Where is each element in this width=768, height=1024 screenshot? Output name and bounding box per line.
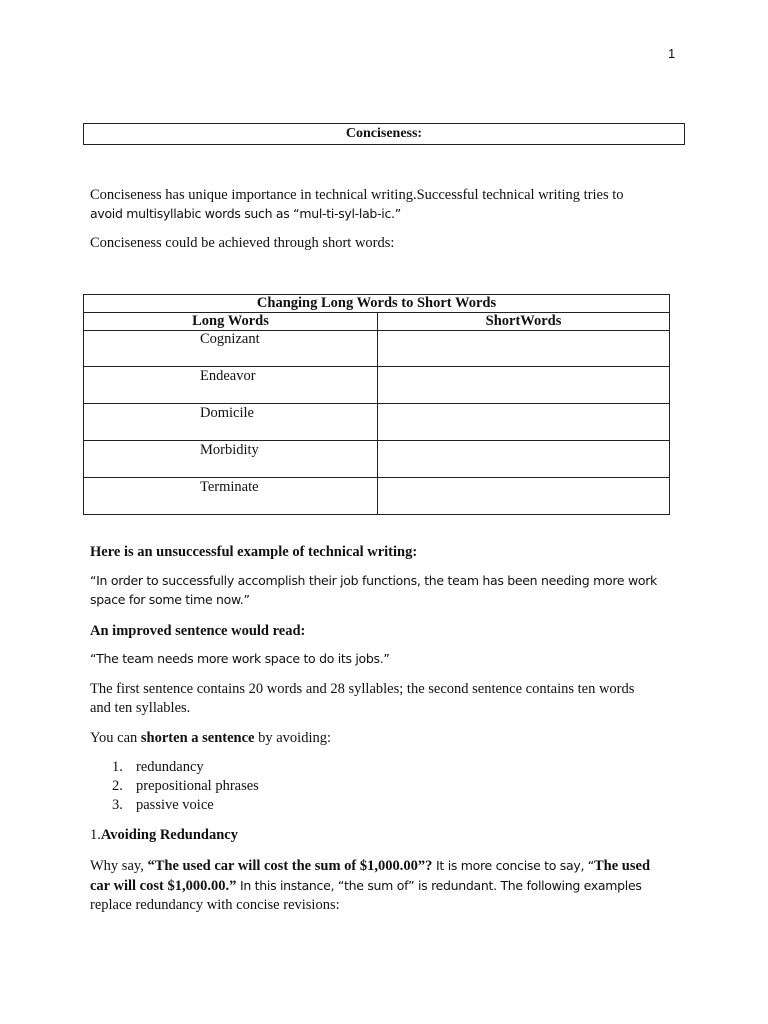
improved-example: “The team needs more work space to do its jobs.” — [90, 651, 390, 666]
intro-line-2: avoid multisyllabic words such as “mul-ti-syl-lab-ic.” — [90, 205, 401, 221]
long-short-words-table — [83, 294, 670, 515]
section-title: Avoiding Redundancy — [100, 827, 238, 843]
redundancy-bold-revision-a: The used — [594, 858, 651, 874]
unsuccessful-heading — [90, 543, 680, 562]
table-row — [84, 331, 670, 367]
long-word-cell: Terminate — [84, 478, 378, 515]
short-words-intro: Conciseness could be achieved through short words: — [90, 235, 395, 251]
redundancy-after: In this instance, “the sum of” is redundant. The following examples — [236, 878, 642, 893]
list-item — [112, 796, 259, 815]
redundancy-mid: It is more concise to say, “ — [432, 858, 594, 873]
short-word-cell — [378, 331, 670, 367]
improved-heading-text: An improved sentence would read: — [90, 623, 306, 639]
long-word-cell: Endeavor — [84, 367, 378, 404]
comparison-line-2: and ten syllables. — [90, 699, 191, 716]
improved-heading — [90, 622, 680, 641]
avoid-list — [112, 758, 259, 815]
table-caption: Changing Long Words to Short Words — [84, 295, 670, 313]
shorten-suffix: by avoiding: — [254, 730, 332, 746]
list-number: 3. — [112, 797, 123, 813]
intro-paragraph — [90, 186, 680, 223]
list-item — [112, 758, 259, 777]
comparison-line-1: The first sentence contains 20 words and 28 syllables; the second sentence contains ten words — [90, 681, 635, 697]
redundancy-bold-example: “The used car will cost the sum of $1,000.00”? — [147, 858, 433, 874]
shorten-sentence-intro — [90, 729, 680, 748]
section-heading-redundancy — [90, 826, 680, 845]
long-word-cell: Morbidity — [84, 441, 378, 478]
redundancy-prefix: Why say, — [90, 858, 148, 874]
short-word-cell — [378, 441, 670, 478]
header-short-words: ShortWords — [378, 313, 670, 331]
table-row — [84, 367, 670, 404]
unsuccessful-heading-text: Here is an unsuccessful example of technical writing: — [90, 544, 418, 560]
short-word-cell — [378, 478, 670, 515]
long-word-cell: Domicile — [84, 404, 378, 441]
unsuccessful-example — [90, 571, 680, 609]
list-item — [112, 777, 259, 796]
short-word-cell — [378, 367, 670, 404]
list-text: redundancy — [136, 759, 204, 775]
unsuccessful-line-1: “In order to successfully accomplish their job functions, the team has been needing more work — [90, 573, 657, 588]
list-text: passive voice — [136, 797, 214, 813]
short-word-cell — [378, 404, 670, 441]
shorten-prefix: You can — [90, 730, 141, 746]
comparison-paragraph — [90, 680, 680, 717]
redundancy-paragraph — [90, 856, 680, 915]
unsuccessful-line-2: space for some time now.” — [90, 592, 250, 607]
redundancy-line-3: replace redundancy with concise revisions: — [90, 897, 340, 913]
list-text: prepositional phrases — [136, 778, 259, 794]
table-row — [84, 478, 670, 515]
section-number: 1. — [90, 827, 101, 843]
header-long-words: Long Words — [84, 313, 378, 331]
page-number: 1 — [668, 46, 676, 61]
table-row — [84, 441, 670, 478]
table-row — [84, 404, 670, 441]
list-number: 1. — [112, 759, 123, 775]
redundancy-bold-revision-b: car will cost $1,000.00.” — [90, 878, 237, 894]
list-number: 2. — [112, 778, 123, 794]
page-title: Conciseness: — [83, 123, 685, 145]
intro-line-1: Conciseness has unique importance in technical writing.Successful technical writing tries to — [90, 187, 624, 203]
long-word-cell: Cognizant — [84, 331, 378, 367]
shorten-bold: shorten a sentence — [140, 730, 255, 746]
